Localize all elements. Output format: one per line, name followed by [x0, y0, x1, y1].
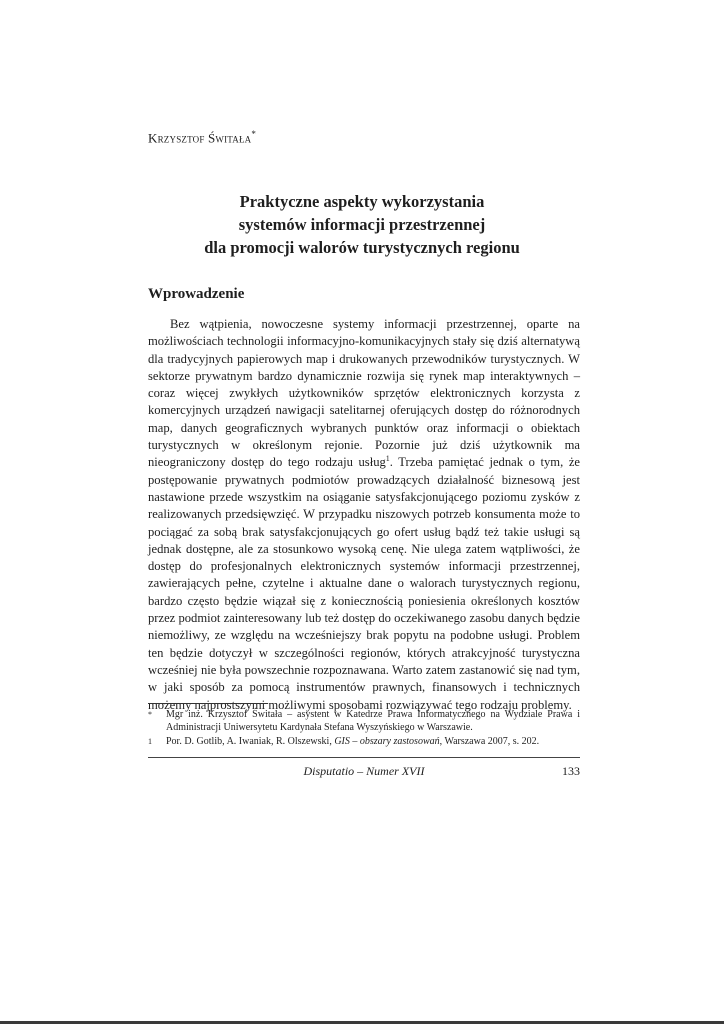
footnote-text-after: , Warszawa 2007, s. 202. [439, 735, 540, 747]
author-footnote-mark: * [251, 129, 257, 139]
footnote-cited-title: GIS – obszary zastosowań [334, 735, 440, 747]
footnote-1 [148, 735, 580, 748]
body-text [148, 316, 580, 714]
footer-divider [148, 757, 580, 758]
footnote-text: Mgr inż. Krzysztof Świtała – asystent w Katedrze Prawa Informatycznego na Wydziale Prawa i Administracji Uniwersytetu Kardynała Stefana Wyszyńskiego w Warszawie. [166, 709, 580, 734]
title-line-3: dla promocji walorów turystycznych regionu [204, 238, 520, 257]
author-name [148, 129, 256, 146]
journal-name: Disputatio – Numer XVII [303, 764, 425, 778]
footnote-divider [148, 703, 268, 704]
paragraph-text-part2: . Trzeba pamiętać jednak o tym, że postępowanie prywatnych podmiotów prowadzących działalność biznesową jest nastawione przede wszystkim na osiąganie satysfakcjonującego poziomu zysków z realizowanych przedsięwzięć. W przypadku niszowych potrzeb konsumenta może to pociągać za sobą brak satysfakcjonujących go ofert usług bądź też takie usługi są jednak dostępne, ale za stosunkowo wysoką cenę. Nie ulega zatem wątpliwości, że dostęp do profesjonalnych elektronicznych systemów informacji przestrzennej, zawierających pełne, czytelne i aktualne dane o walorach turystycznych regionu, bardzo często będzie wiązał się z koniecznością poniesienia określonych kosztów przez podmiot zainteresowany lub też dostęp do oczekiwanego zasobu danych będzie niemożliwy, ze względu na wcześniejszy brak popytu na podobne usługi. Problem ten będzie dotyczył w szczególności regionów, których atrakcyjność turystyczna wcześniej nie była powszechnie rozpoznawana. Warto zatem zastanowić się nad tym, w jaki sposób za pomocą instrumentów prawnych, finansowych i technicznych możemy najprostszymi możliwymi sposobami rozwiązywać tego rodzaju problemy. [148, 455, 580, 712]
page-number: 133 [562, 764, 580, 778]
footnote-mark: * [148, 710, 152, 719]
footnote-text-before: Por. D. Gotlib, A. Iwaniak, R. Olszewski, [166, 735, 335, 747]
paragraph-text-part1: Bez wątpienia, nowoczesne systemy informacji przestrzennej, oparte na możliwościach technologii informacyjno-komunikacyjnych stały się dziś alternatywą dla tradycyjnych papierowych map i drukowanych przewodników turystycznych. W sektorze prywatnym bardzo dynamicznie rozwija się rynek map interaktywnych – coraz więcej zwykłych użytkowników sprzętów elektronicznych korzysta z komercyjnych urządzeń nawigacji satelitarnej oferujących dostęp do różnorodnych map, danych geograficznych wybranych punktów oraz informacji o obiektach turystycznych w określonym rejonie. Pozornie już dziś użytkownik ma nieograniczony dostęp do tego rodzaju usług [148, 317, 580, 470]
article-title [148, 190, 576, 259]
footnote-mark: 1 [148, 736, 152, 746]
title-line-2: systemów informacji przestrzennej [238, 215, 486, 234]
author-name-text: Krzysztof Świtała [148, 130, 252, 146]
title-line-1: Praktyczne aspekty wykorzystania [239, 192, 485, 211]
body-paragraph [148, 316, 580, 714]
footnote-reference: 1 [385, 454, 390, 464]
section-heading: Wprowadzenie [148, 286, 245, 302]
footnotes [148, 708, 580, 748]
footnote-author [148, 708, 580, 735]
footnote-text [166, 735, 580, 748]
